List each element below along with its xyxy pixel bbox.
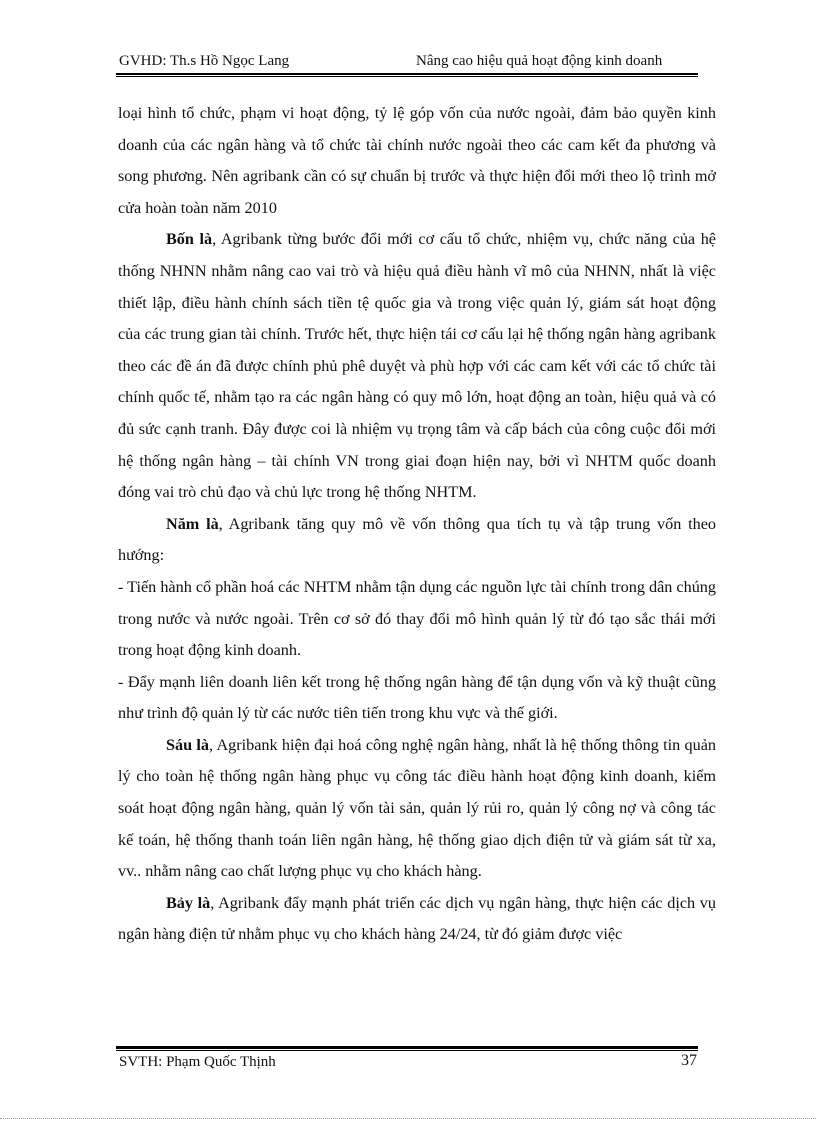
paragraph-6-lead: Sáu là <box>166 735 209 754</box>
header-rule-thin <box>116 76 698 77</box>
paragraph-7-text: , Agribank đẩy mạnh phát triển các dịch vụ ngân hàng, thực hiện các dịch vụ ngân hàng điện tử nhằm phục vụ cho khách hàng 24/24, từ đó giảm được việc <box>118 893 716 944</box>
paragraph-6 <box>118 730 716 888</box>
bullet-2: - Đẩy mạnh liên doanh liên kết trong hệ thống ngân hàng để tận dụng vốn và kỹ thuật cũng như trình độ quản lý từ các nước tiên tiến trong khu vực và thế giới. <box>118 672 716 723</box>
paragraph-7 <box>118 888 716 951</box>
paragraph-2-text: , Agribank từng bước đổi mới cơ cấu tổ chức, nhiệm vụ, chức năng của hệ thống NHNN nhằm nâng cao vai trò và hiệu quả điều hành vĩ mô của NHNN, nhất là việc thiết lập, điều hành chính sách tiền tệ quốc gia và trong việc quản lý, giám sát hoạt động của các trung gian tài chính. Trước hết, thực hiện tái cơ cấu lại hệ thống ngân hàng agribank theo các đề án đã được chính phủ phê duyệt và phù hợp với các cam kết với các tổ chức tài chính quốc tế, nhằm tạo ra các ngân hàng có quy mô lớn, hoạt động an toàn, hiệu quả và có đủ sức cạnh tranh. Đây được coi là nhiệm vụ trọng tâm và cấp bách của công cuộc đổi mới hệ thống ngân hàng – tài chính VN trong giai đoạn hiện nay, bởi vì NHTM quốc doanh đóng vai trò chủ đạo và chủ lực trong hệ thống NHTM. <box>118 230 716 502</box>
header-title: Nâng cao hiệu quả hoạt động kinh doanh <box>416 53 663 69</box>
paragraph-2 <box>118 224 716 508</box>
bullet-1: - Tiến hành cổ phần hoá các NHTM nhằm tận dụng các nguồn lực tài chính trong dân chúng trong nước và nước ngoài. Trên cơ sở đó thay đổi mô hình quản lý từ đó tạo sắc thái mới trong hoạt động kinh doanh. <box>118 577 716 660</box>
paragraph-3-lead: Năm là <box>166 514 219 533</box>
paragraph-3 <box>118 509 716 572</box>
footer-rule <box>116 1046 698 1049</box>
paragraph-7-lead: Bảy là <box>166 893 211 912</box>
body-text <box>118 98 716 951</box>
header-rule <box>116 73 698 75</box>
page-edge-divider <box>0 1118 816 1119</box>
paragraph-6-text: , Agribank hiện đại hoá công nghệ ngân hàng, nhất là hệ thống thông tin quản lý cho toàn hệ thống ngân hàng phục vụ công tác điều hành hoạt động kinh doanh, kiểm soát hoạt động ngân hàng, quản lý vốn tài sản, quản lý rủi ro, quản lý công nợ và công tác kế toán, hệ thống thanh toán liên ngân hàng, hệ thống giao dịch điện tử và giám sát từ xa, vv.. nhằm nâng cao chất lượng phục vụ cho khách hàng. <box>118 735 716 881</box>
page-number: 37 <box>681 1052 697 1069</box>
paragraph-2-lead: Bốn là <box>166 230 213 249</box>
paragraph-1: loại hình tổ chức, phạm vi hoạt động, tỷ lệ góp vốn của nước ngoài, đảm bảo quyền kinh doanh của các ngân hàng và tổ chức tài chính nước ngoài theo các cam kết đa phương và song phương. Nên agribank cần có sự chuẩn bị trước và thực hiện đổi mới theo lộ trình mở cửa hoàn toàn năm 2010 <box>118 104 716 217</box>
header-advisor: GVHD: Th.s Hồ Ngọc Lang <box>119 53 290 69</box>
footer-student: SVTH: Phạm Quốc Thịnh <box>119 1054 276 1070</box>
page-header <box>119 50 697 74</box>
paragraph-3-text: , Agribank tăng quy mô về vốn thông qua tích tụ và tập trung vốn theo hướng: <box>118 514 717 565</box>
footer-rule-thin <box>116 1050 698 1051</box>
